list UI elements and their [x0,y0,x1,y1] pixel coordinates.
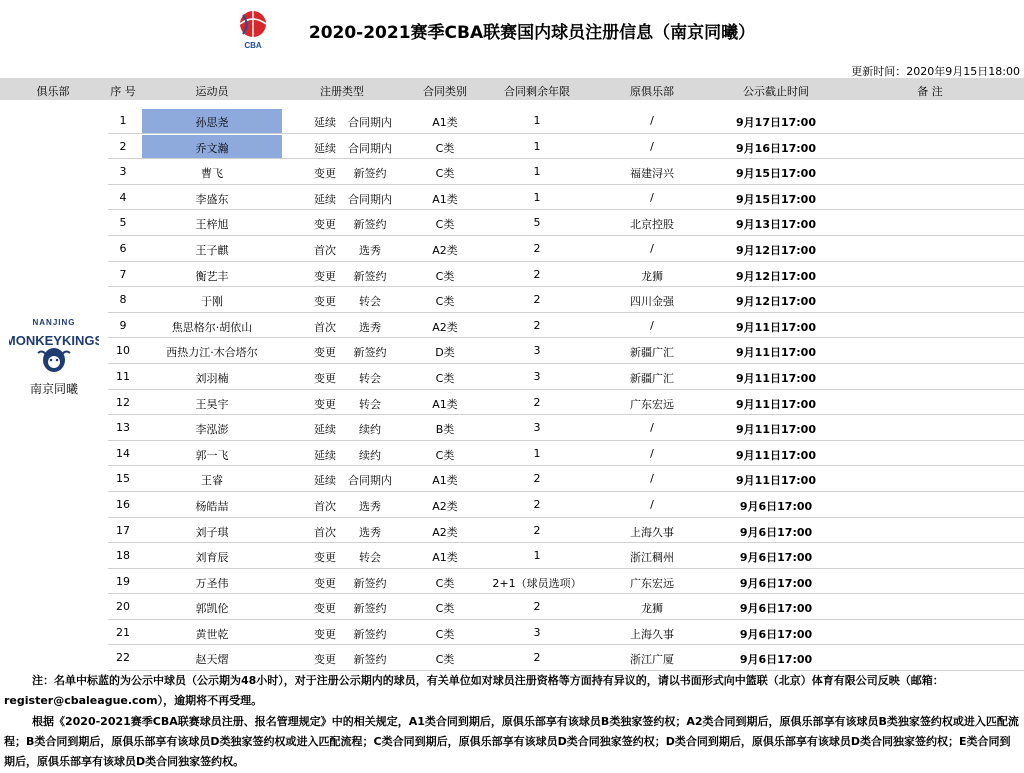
cell-reg-type: 首次 [314,243,336,257]
cell-deadline: 9月6日17:00 [739,576,813,590]
cell-deadline: 9月12日17:00 [736,295,816,309]
cell-reg-type: 延续 [314,192,336,206]
player-table [0,108,1024,671]
cell-reg-detail: 转会 [359,371,381,385]
table-row [0,134,1024,160]
cell-deadline: 9月11日17:00 [736,346,816,360]
cell-prev-club: 龙狮 [641,602,663,616]
cell-years-left: 2 [533,600,541,614]
cell-prev-club: 浙江稠州 [630,551,674,565]
cell-number: 11 [116,369,130,383]
page-title [0,18,1024,43]
cell-reg-detail: 选秀 [359,499,381,513]
cell-number: 10 [116,344,130,358]
table-row [0,518,1024,544]
cell-reg-detail: 选秀 [359,525,381,539]
cell-player: 于刚 [201,295,223,309]
cell-number: 19 [116,574,130,588]
table-row [0,390,1024,416]
cell-player: 刘羽楠 [195,371,229,385]
cell-player: 曹飞 [201,167,223,181]
header-reg-type: 注册类型 [320,85,364,98]
table-row [0,594,1024,620]
cell-player: 黄世乾 [195,627,229,641]
cell-contract-type: A2类 [432,499,458,513]
cell-contract-type: C类 [435,576,455,590]
cell-reg-type: 变更 [314,627,336,641]
table-row [0,645,1024,671]
cell-player: 赵天熠 [195,653,229,667]
cell-reg-detail: 新签约 [353,602,387,616]
table-row [0,159,1024,185]
notes [4,671,1020,772]
cell-reg-type: 变更 [314,371,336,385]
cell-years-left: 5 [533,216,541,230]
cell-prev-club: / [650,241,654,255]
table-row [0,338,1024,364]
cell-deadline: 9月6日17:00 [739,602,813,616]
cell-reg-type: 变更 [314,551,336,565]
cell-contract-type: C类 [435,371,455,385]
header-deadline: 公示截止时间 [743,85,809,98]
cell-prev-club: / [650,446,654,460]
cell-prev-club: 上海久事 [630,525,674,539]
cba-logo-text: CBA [244,41,262,50]
cell-reg-type: 首次 [314,320,336,334]
cell-reg-type: 延续 [314,141,336,155]
header-player: 运动员 [195,85,229,98]
cell-reg-type: 变更 [314,295,336,309]
cell-player: 刘育辰 [195,551,229,565]
cell-contract-type: C类 [435,269,455,283]
header-years-left: 合同剩余年限 [504,85,570,98]
cell-contract-type: A1类 [432,116,458,129]
cell-player: 焦思格尔·胡依山 [171,320,253,334]
cell-number: 18 [116,549,130,563]
cell-years-left: 2+1（球员选项） [492,576,582,590]
cell-reg-type: 变更 [314,218,336,232]
cell-deadline: 9月11日17:00 [736,397,816,411]
cell-number: 20 [116,600,130,614]
cell-number: 6 [119,241,127,255]
note-regulations: 根据《2020-2021赛季CBA联赛球员注册、报名管理规定》中的相关规定，A1类合同到期后，原俱乐部享有该球员B类独家签约权；A2类合同到期后，原俱乐部享有该球员B类独家签约权或进入匹配流程；B类合同到期后，原俱乐部享有该球员D类独家签约权或进入匹配流程；C类合同到期后，原俱乐部享有该球员D类合同独家签约权；D类合同到期后，原俱乐部享有该球员D类合同独家签约权；E类合同到期后，原俱乐部享有该球员D类合同独家签约权。 [4,715,1019,768]
cell-player: 王昊宇 [195,397,229,411]
cell-deadline: 9月11日17:00 [736,320,816,334]
page-title-text: 2020-2021赛季CBA联赛国内球员注册信息（南京同曦） [308,23,756,43]
cell-contract-type: B类 [435,423,455,437]
cell-contract-type: A1类 [432,397,458,411]
cell-reg-detail: 合同期内 [348,116,392,129]
cell-deadline: 9月12日17:00 [736,269,816,283]
cell-reg-type: 延续 [314,423,336,437]
cell-reg-detail: 转会 [359,397,381,411]
cell-years-left: 3 [533,369,541,383]
table-header [0,78,1024,100]
cell-number: 4 [119,190,127,204]
cell-deadline: 9月15日17:00 [736,167,816,181]
cell-player: 西热力江·木合塔尔 [166,346,258,360]
cell-contract-type: C类 [435,141,455,155]
cell-player: 王子麒 [195,243,229,257]
cell-reg-type: 首次 [314,499,336,513]
update-time: 更新时间：2020年9月15日18:00 [851,65,1020,78]
cell-player: 王梓旭 [195,218,229,232]
cell-deadline: 9月11日17:00 [736,423,816,437]
cell-player: 衡艺丰 [195,269,229,283]
table-row [0,441,1024,467]
table-row [0,262,1024,288]
cell-number: 9 [119,318,127,332]
header-number: 序 号 [110,85,136,98]
cell-years-left: 1 [533,190,541,204]
cell-years-left: 1 [533,139,541,153]
cell-contract-type: D类 [435,346,455,360]
cell-contract-type: C类 [435,448,455,462]
cell-prev-club: 四川金强 [630,295,674,309]
cell-number: 1 [119,114,127,127]
cell-player: 乔文瀚 [195,141,229,155]
cell-reg-detail: 续约 [359,423,381,437]
cell-years-left: 1 [533,446,541,460]
cell-reg-detail: 新签约 [353,218,387,232]
cell-deadline: 9月15日17:00 [736,192,816,206]
table-row [0,569,1024,595]
cell-reg-type: 变更 [314,397,336,411]
cell-number: 7 [119,267,127,281]
cell-prev-club: / [650,421,654,435]
cell-contract-type: A2类 [432,320,458,334]
cell-player: 刘子琪 [195,525,229,539]
cell-years-left: 1 [533,549,541,563]
cell-deadline: 9月6日17:00 [739,499,813,513]
cell-reg-detail: 新签约 [353,269,387,283]
cell-years-left: 2 [533,651,541,665]
cell-reg-type: 延续 [314,116,336,129]
cell-prev-club: 浙江广厦 [630,653,674,667]
cell-contract-type: A2类 [432,243,458,257]
cell-reg-type: 变更 [314,602,336,616]
cell-reg-type: 变更 [314,576,336,590]
cell-prev-club: / [650,497,654,511]
cell-years-left: 2 [533,497,541,511]
cell-contract-type: C类 [435,218,455,232]
header-remarks: 备 注 [917,85,943,98]
cell-contract-type: A1类 [432,551,458,565]
note-disclaimer: 注：名单中标蓝的为公示中球员（公示期为48小时），对于注册公示期内的球员，有关单位如对球员注册资格等方面持有异议的，请以书面形式向中篮联（北京）体育有限公司反映（邮箱：register@cbaleague.com），逾期将不再受理。 [4,674,944,707]
cell-number: 22 [116,651,130,665]
cell-reg-type: 延续 [314,448,336,462]
cell-prev-club: 广东宏远 [630,397,674,411]
cell-player: 郭一飞 [195,448,229,462]
table-row [0,364,1024,390]
cell-number: 8 [119,293,127,307]
cell-player: 万圣伟 [195,576,229,590]
cell-contract-type: A2类 [432,525,458,539]
cell-deadline: 9月12日17:00 [736,243,816,257]
cell-number: 15 [116,472,130,486]
cell-prev-club: 上海久事 [630,627,674,641]
cell-years-left: 1 [533,165,541,179]
table-row [0,185,1024,211]
cell-number: 16 [116,497,130,511]
table-row [0,543,1024,569]
cell-deadline: 9月17日17:00 [736,116,816,129]
cell-prev-club: / [650,318,654,332]
header-club: 俱乐部 [36,85,70,98]
cell-prev-club: 福建浔兴 [630,167,674,181]
cell-number: 13 [116,421,130,435]
cell-player: 孙思尧 [195,116,229,129]
cell-number: 17 [116,523,130,537]
cell-reg-type: 延续 [314,474,336,488]
cell-years-left: 2 [533,395,541,409]
cell-contract-type: C类 [435,602,455,616]
cell-years-left: 2 [533,267,541,281]
cell-reg-type: 变更 [314,653,336,667]
table-row [0,236,1024,262]
cell-prev-club: / [650,139,654,153]
cell-years-left: 1 [533,114,541,127]
svg-text:MONKEYKINGS: MONKEYKINGS [9,333,99,348]
cell-deadline: 9月6日17:00 [739,525,813,539]
table-row [0,492,1024,518]
cell-number: 5 [119,216,127,230]
cell-reg-type: 变更 [314,269,336,283]
cell-number: 2 [119,139,127,153]
cell-reg-type: 变更 [314,346,336,360]
cell-prev-club: / [650,114,654,127]
cell-number: 21 [116,625,130,639]
cell-prev-club: 广东宏远 [630,576,674,590]
cell-years-left: 2 [533,241,541,255]
cell-player: 李泓澎 [195,423,229,437]
cell-contract-type: A1类 [432,192,458,206]
cell-player: 郭凯伦 [195,602,229,616]
cell-number: 3 [119,165,127,179]
cell-reg-detail: 选秀 [359,320,381,334]
table-row [0,210,1024,236]
cell-deadline: 9月6日17:00 [739,627,813,641]
cell-years-left: 3 [533,344,541,358]
cell-reg-detail: 新签约 [353,576,387,590]
cell-reg-detail: 转会 [359,551,381,565]
cell-prev-club: / [650,190,654,204]
cell-prev-club: 龙狮 [641,269,663,283]
table-row [0,287,1024,313]
cell-contract-type: C类 [435,295,455,309]
table-row [0,415,1024,441]
header-contract-type: 合同类别 [423,85,467,98]
cell-reg-detail: 合同期内 [348,141,392,155]
cell-prev-club: 新疆广汇 [630,371,674,385]
cell-prev-club: 新疆广汇 [630,346,674,360]
cell-deadline: 9月6日17:00 [739,551,813,565]
cell-reg-detail: 新签约 [353,167,387,181]
cell-deadline: 9月11日17:00 [736,448,816,462]
cell-years-left: 2 [533,523,541,537]
cell-reg-detail: 转会 [359,295,381,309]
cell-reg-detail: 合同期内 [348,474,392,488]
cell-player: 杨皓喆 [195,499,229,513]
header-prev-club: 原俱乐部 [630,85,674,98]
cell-deadline: 9月11日17:00 [736,474,816,488]
svg-text:NANJING: NANJING [32,318,76,327]
cell-contract-type: C类 [435,627,455,641]
cell-reg-type: 变更 [314,167,336,181]
cell-deadline: 9月13日17:00 [736,218,816,232]
cell-number: 14 [116,446,130,460]
cell-reg-detail: 新签约 [353,346,387,360]
cell-years-left: 3 [533,625,541,639]
cell-years-left: 2 [533,293,541,307]
cell-deadline: 9月16日17:00 [736,141,816,155]
table-row [0,108,1024,134]
cell-prev-club: 北京控股 [630,218,674,232]
cell-number: 12 [116,395,130,409]
cell-player: 李盛东 [195,192,229,206]
cell-reg-detail: 续约 [359,448,381,462]
cell-reg-type: 首次 [314,525,336,539]
cell-reg-detail: 新签约 [353,653,387,667]
cell-contract-type: C类 [435,167,455,181]
cell-contract-type: A1类 [432,474,458,488]
club-name: 南京同曦 [29,382,78,396]
cell-deadline: 9月11日17:00 [736,371,816,385]
cell-contract-type: C类 [435,653,455,667]
cell-years-left: 2 [533,472,541,486]
cell-prev-club: / [650,472,654,486]
cell-reg-detail: 新签约 [353,627,387,641]
cell-reg-detail: 选秀 [359,243,381,257]
cell-player: 王睿 [201,474,223,488]
table-row [0,466,1024,492]
cell-years-left: 3 [533,421,541,435]
cell-reg-detail: 合同期内 [348,192,392,206]
table-row [0,620,1024,646]
table-row [0,313,1024,339]
cell-years-left: 2 [533,318,541,332]
cell-deadline: 9月6日17:00 [739,653,813,667]
